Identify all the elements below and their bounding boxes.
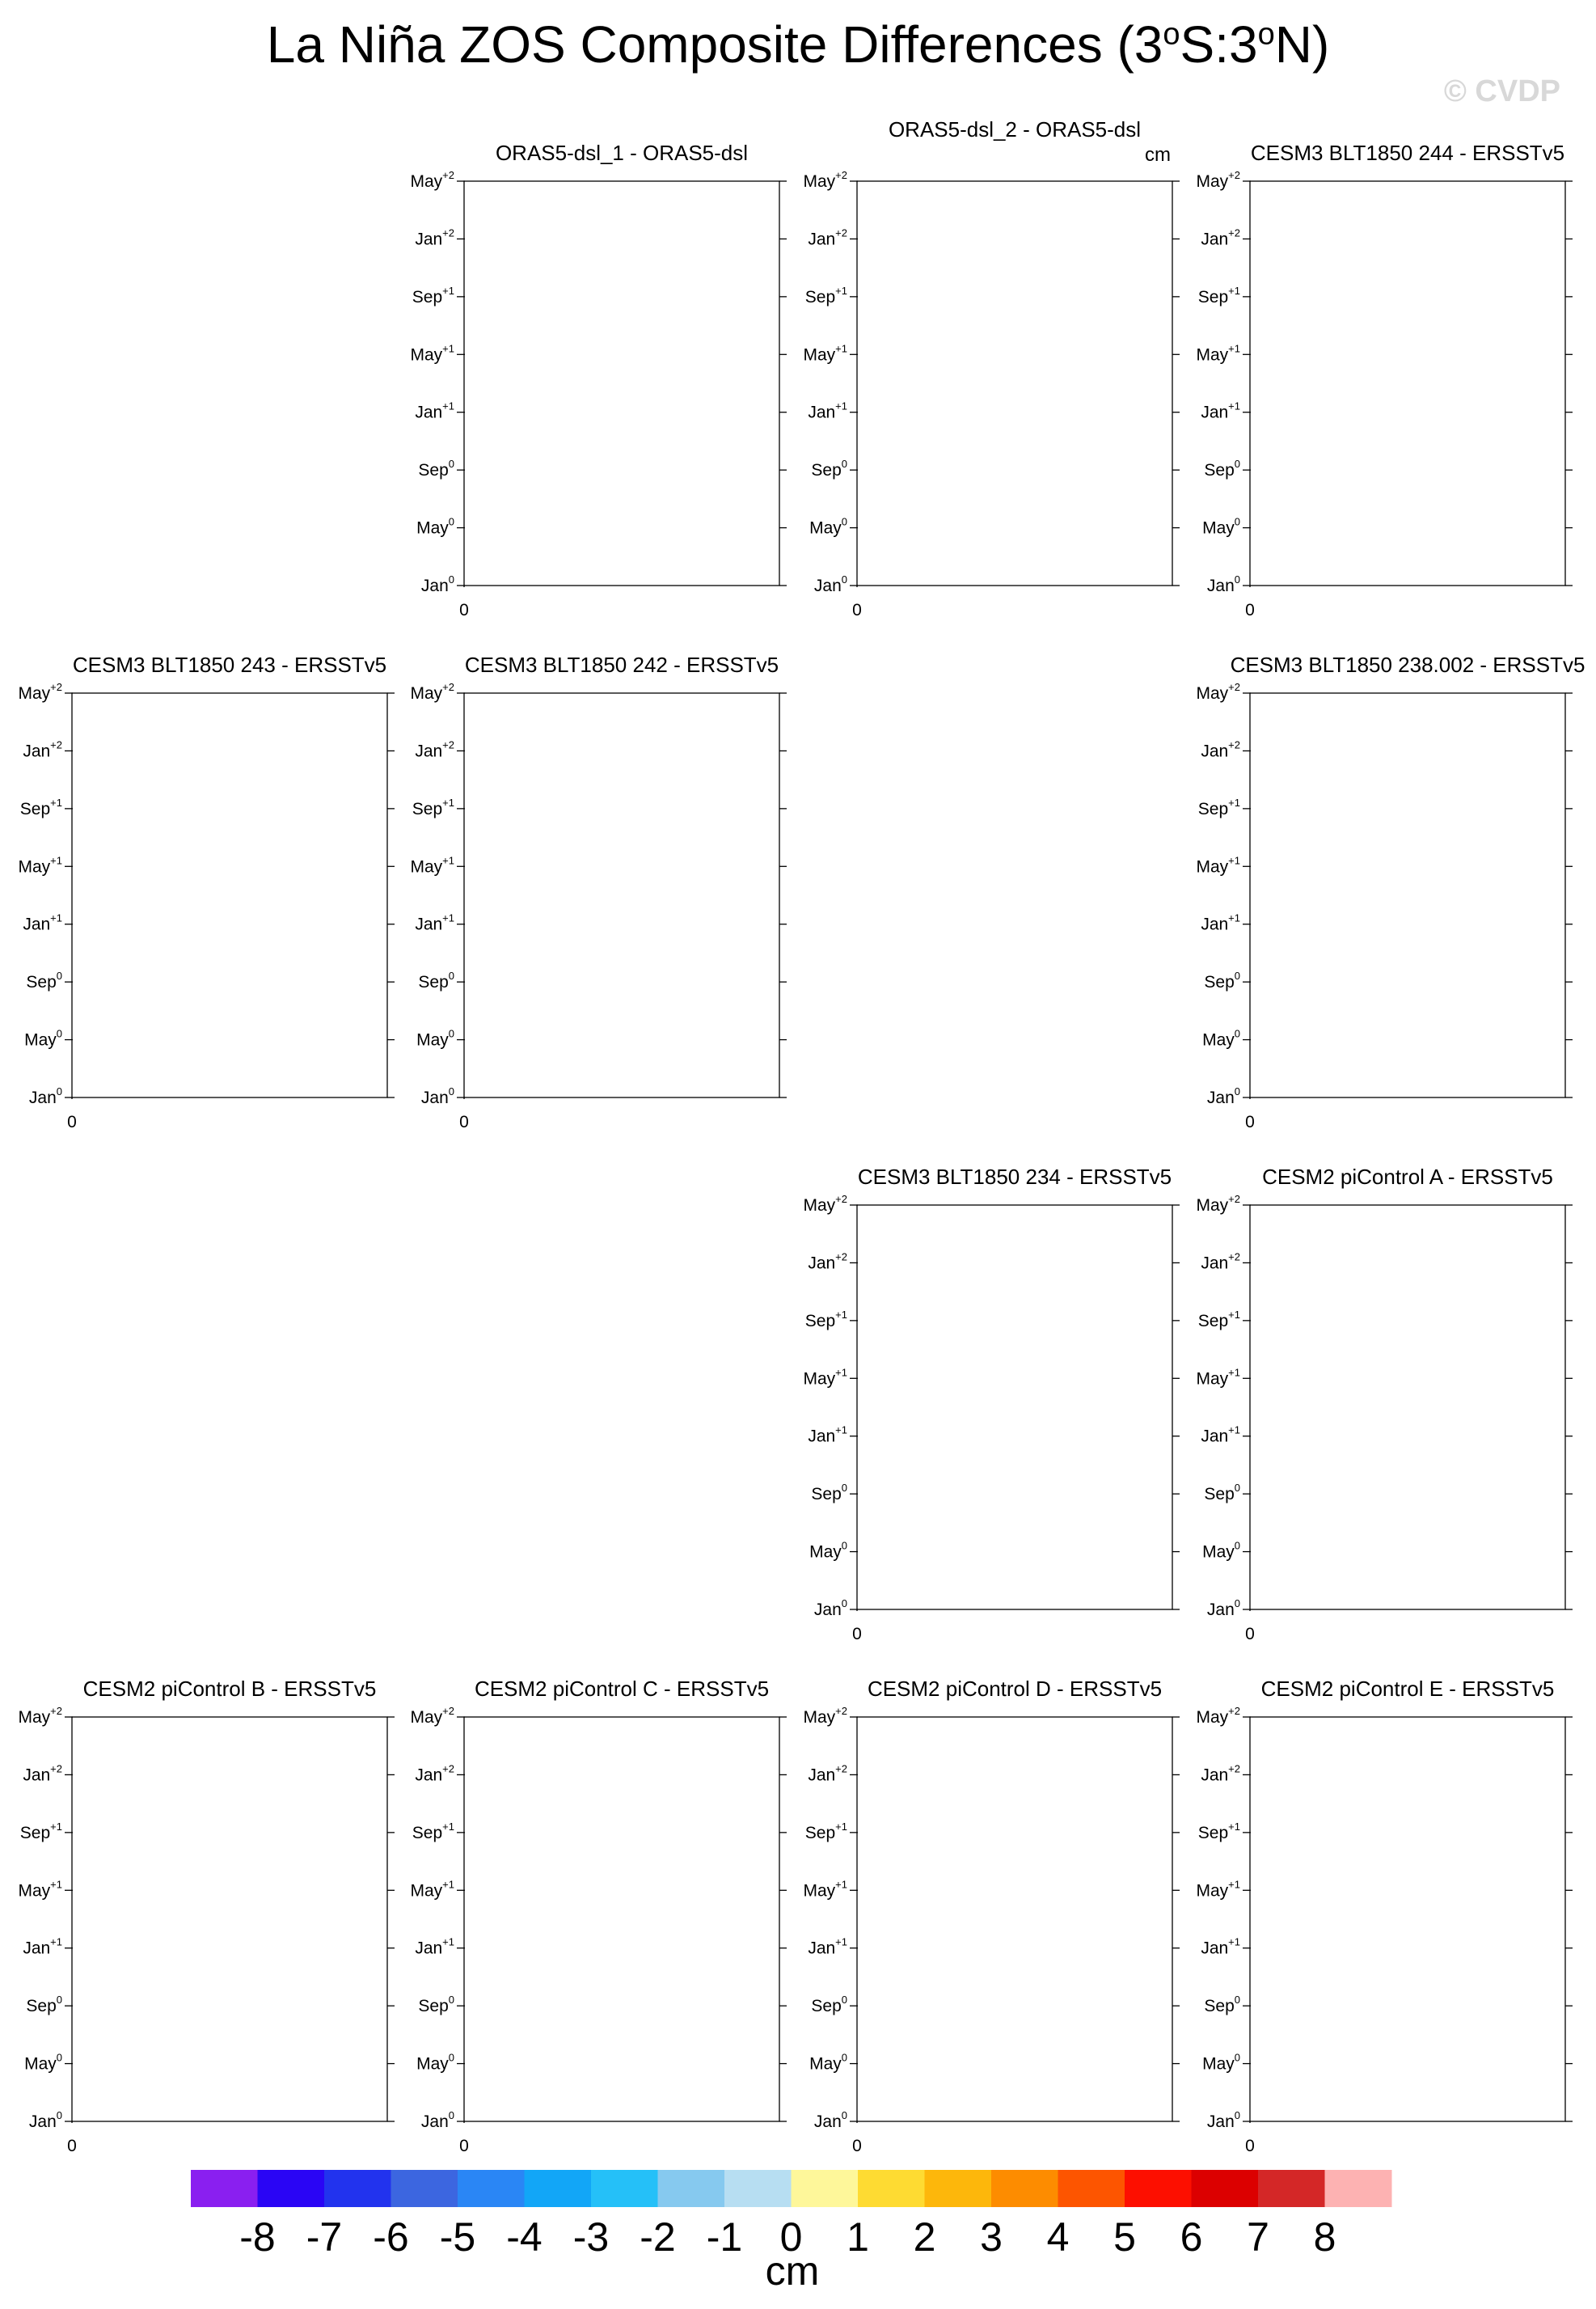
y-tick-label: May$^{+1}$ <box>410 1878 454 1901</box>
y-tick-label: Jan$^0$ <box>813 573 847 595</box>
x-tick-label: 0 <box>852 601 862 620</box>
y-tick-label: Jan$^{+2}$ <box>1201 1762 1240 1785</box>
colorbar-swatch <box>1125 2170 1192 2207</box>
x-tick-label: 0 <box>459 1113 469 1131</box>
cvdp-watermark: © CVDP <box>1443 74 1560 108</box>
y-tick-label: Sep$^{+1}$ <box>804 284 847 307</box>
y-tick-label: Jan$^0$ <box>28 1085 62 1107</box>
colorbar-swatch <box>591 2170 658 2207</box>
y-tick-label: Sep$^0$ <box>1204 458 1240 480</box>
y-tick-label: May$^{+1}$ <box>803 1878 847 1901</box>
colorbar-swatch <box>1325 2170 1392 2207</box>
panel-title: ORAS5-dsl_2 - ORAS5-dsl <box>888 117 1142 142</box>
y-tick-label: May$^{+2}$ <box>1196 169 1240 191</box>
colorbar-swatch <box>258 2170 325 2207</box>
y-tick-label: Jan$^{+1}$ <box>808 1423 847 1446</box>
colorbar-label: -1 <box>706 2214 743 2260</box>
colorbar-swatch <box>191 2170 258 2207</box>
y-tick-label: Jan$^0$ <box>28 2109 62 2131</box>
y-tick-label: May$^{+2}$ <box>803 169 847 191</box>
x-tick-label: 0 <box>852 1625 862 1643</box>
panel-unit-label: cm <box>1145 144 1171 166</box>
x-tick-label: 0 <box>459 2137 469 2155</box>
panel-title: CESM3 BLT1850 238.002 - ERSSTv5 <box>1230 653 1585 677</box>
colorbar-swatch <box>658 2170 725 2207</box>
y-tick-label: Sep$^{+1}$ <box>412 284 454 307</box>
y-tick-label: Jan$^0$ <box>1206 573 1240 595</box>
colorbar-swatch <box>1058 2170 1125 2207</box>
y-tick-label: May$^0$ <box>1202 1539 1240 1562</box>
y-tick-label: May$^{+2}$ <box>1196 681 1240 703</box>
y-tick-label: Jan$^{+1}$ <box>415 911 454 934</box>
y-tick-label: May$^{+2}$ <box>803 1705 847 1727</box>
y-tick-label: May$^{+1}$ <box>18 854 62 877</box>
y-tick-label: Sep$^{+1}$ <box>19 796 62 818</box>
colorbar-label: -6 <box>373 2214 409 2260</box>
colorbar-label: -8 <box>239 2214 276 2260</box>
y-tick-label: Sep$^0$ <box>418 458 454 480</box>
y-tick-label: Sep$^{+1}$ <box>1197 284 1240 307</box>
y-tick-label: Jan$^{+1}$ <box>1201 400 1240 422</box>
y-tick-label: May$^0$ <box>1202 1027 1240 1050</box>
y-tick-label: May$^{+2}$ <box>1196 1705 1240 1727</box>
y-tick-label: May$^{+2}$ <box>803 1193 847 1215</box>
colorbar-swatch <box>391 2170 458 2207</box>
colorbar-swatch <box>792 2170 859 2207</box>
y-tick-label: Jan$^{+2}$ <box>808 1762 847 1785</box>
y-tick-label: Sep$^{+1}$ <box>1197 1308 1240 1330</box>
colorbar-swatch <box>324 2170 391 2207</box>
colorbar-swatch <box>1258 2170 1325 2207</box>
y-tick-label: May$^0$ <box>416 515 454 538</box>
y-tick-label: Jan$^{+2}$ <box>415 1762 454 1785</box>
colorbar-swatch <box>724 2170 792 2207</box>
panel-title: CESM2 piControl C - ERSSTv5 <box>474 1677 770 1701</box>
y-tick-label: May$^{+2}$ <box>410 681 454 703</box>
y-tick-label: May$^{+1}$ <box>410 342 454 365</box>
y-tick-label: Sep$^{+1}$ <box>1197 796 1240 818</box>
colorbar-label: 3 <box>980 2214 1003 2260</box>
colorbar-swatch <box>525 2170 592 2207</box>
y-tick-label: May$^0$ <box>1202 2051 1240 2074</box>
y-tick-label: Sep$^{+1}$ <box>412 796 454 818</box>
colorbar-swatch <box>458 2170 525 2207</box>
x-tick-label: 0 <box>67 1113 77 1131</box>
y-tick-label: Sep$^0$ <box>1204 970 1240 992</box>
colorbar-label: 1 <box>847 2214 869 2260</box>
main-title: La Niña ZOS Composite Differences (3$^o$S:3$^o$N) <box>266 15 1330 74</box>
y-tick-label: May$^0$ <box>1202 515 1240 538</box>
panel-title: CESM2 piControl E - ERSSTv5 <box>1260 1677 1555 1701</box>
panel-title: CESM3 BLT1850 242 - ERSSTv5 <box>464 653 779 677</box>
y-tick-label: Jan$^{+2}$ <box>23 1762 62 1785</box>
y-tick-label: May$^{+1}$ <box>1196 1878 1240 1901</box>
panel-title: CESM2 piControl A - ERSSTv5 <box>1262 1165 1553 1189</box>
colorbar-label: 0 <box>779 2214 803 2260</box>
colorbar-label: -5 <box>439 2214 476 2260</box>
y-tick-label: Sep$^{+1}$ <box>1197 1820 1240 1842</box>
colorbar-label: -4 <box>506 2214 543 2260</box>
x-tick-label: 0 <box>1245 601 1255 620</box>
y-tick-label: Sep$^{+1}$ <box>804 1308 847 1330</box>
colorbar-label: 2 <box>913 2214 936 2260</box>
y-tick-label: May$^0$ <box>416 1027 454 1050</box>
y-tick-label: May$^0$ <box>416 2051 454 2074</box>
colorbar-swatch <box>858 2170 925 2207</box>
y-tick-label: May$^{+1}$ <box>803 342 847 365</box>
colorbar-label: 6 <box>1180 2214 1203 2260</box>
y-tick-label: Jan$^{+2}$ <box>415 226 454 249</box>
y-tick-label: Jan$^{+1}$ <box>1201 1935 1240 1958</box>
y-tick-label: Jan$^{+1}$ <box>415 400 454 422</box>
panel-title: CESM3 BLT1850 244 - ERSSTv5 <box>1250 141 1565 165</box>
panel-title: CESM3 BLT1850 243 - ERSSTv5 <box>72 653 387 677</box>
colorbar-label: -2 <box>640 2214 676 2260</box>
panel-title: ORAS5-dsl_1 - ORAS5-dsl <box>495 141 749 165</box>
colorbar-swatch <box>1192 2170 1259 2207</box>
y-tick-label: May$^{+2}$ <box>410 1705 454 1727</box>
y-tick-label: Jan$^{+2}$ <box>808 226 847 249</box>
y-tick-label: Sep$^0$ <box>1204 1482 1240 1504</box>
y-tick-label: Sep$^0$ <box>811 1482 847 1504</box>
x-tick-label: 0 <box>1245 1113 1255 1131</box>
panel-title: CESM3 BLT1850 234 - ERSSTv5 <box>857 1165 1172 1189</box>
y-tick-label: Jan$^0$ <box>420 2109 454 2131</box>
colorbar-label: 7 <box>1247 2214 1269 2260</box>
y-tick-label: Jan$^0$ <box>420 1085 454 1107</box>
y-tick-label: Jan$^{+2}$ <box>1201 1250 1240 1273</box>
y-tick-label: Jan$^{+2}$ <box>1201 738 1240 761</box>
x-tick-label: 0 <box>852 2137 862 2155</box>
colorbar-label: 8 <box>1313 2214 1336 2260</box>
y-tick-label: May$^{+2}$ <box>410 169 454 191</box>
y-tick-label: Jan$^{+1}$ <box>808 400 847 422</box>
y-tick-label: Sep$^0$ <box>26 970 62 992</box>
y-tick-label: Sep$^0$ <box>811 458 847 480</box>
colorbar-label: 4 <box>1046 2214 1070 2260</box>
y-tick-label: Jan$^{+1}$ <box>23 911 62 934</box>
y-tick-label: May$^0$ <box>24 2051 62 2074</box>
y-tick-label: Jan$^{+1}$ <box>415 1935 454 1958</box>
y-tick-label: Jan$^0$ <box>1206 1597 1240 1619</box>
y-tick-label: Jan$^0$ <box>1206 2109 1240 2131</box>
x-tick-label: 0 <box>1245 2137 1255 2155</box>
colorbar-label: -7 <box>306 2214 343 2260</box>
y-tick-label: Sep$^0$ <box>811 1994 847 2016</box>
y-tick-label: Sep$^0$ <box>418 1994 454 2016</box>
y-tick-label: Jan$^{+2}$ <box>1201 226 1240 249</box>
x-tick-label: 0 <box>1245 1625 1255 1643</box>
y-tick-label: May$^{+2}$ <box>1196 1193 1240 1215</box>
panel-title: CESM2 piControl B - ERSSTv5 <box>82 1677 377 1701</box>
y-tick-label: May$^{+1}$ <box>18 1878 62 1901</box>
y-tick-label: Sep$^{+1}$ <box>19 1820 62 1842</box>
colorbar-label: 5 <box>1113 2214 1136 2260</box>
y-tick-label: May$^0$ <box>24 1027 62 1050</box>
y-tick-label: Sep$^0$ <box>418 970 454 992</box>
y-tick-label: Sep$^{+1}$ <box>804 1820 847 1842</box>
y-tick-label: Jan$^0$ <box>1206 1085 1240 1107</box>
y-tick-label: Jan$^{+2}$ <box>808 1250 847 1273</box>
colorbar-swatch <box>925 2170 992 2207</box>
y-tick-label: Jan$^{+1}$ <box>1201 911 1240 934</box>
colorbar-unit: cm <box>765 2248 820 2294</box>
y-tick-label: Jan$^{+2}$ <box>23 738 62 761</box>
y-tick-label: Jan$^{+1}$ <box>808 1935 847 1958</box>
y-tick-label: Jan$^{+1}$ <box>23 1935 62 1958</box>
y-tick-label: May$^{+2}$ <box>18 681 62 703</box>
x-tick-label: 0 <box>67 2137 77 2155</box>
colorbar-label: -3 <box>572 2214 610 2260</box>
y-tick-label: May$^{+1}$ <box>1196 342 1240 365</box>
x-tick-label: 0 <box>459 601 469 620</box>
y-tick-label: Jan$^0$ <box>813 2109 847 2131</box>
colorbar-swatch <box>991 2170 1058 2207</box>
panel-title: CESM2 piControl D - ERSSTv5 <box>867 1677 1163 1701</box>
y-tick-label: May$^{+2}$ <box>18 1705 62 1727</box>
y-tick-label: Sep$^{+1}$ <box>412 1820 454 1842</box>
y-tick-label: May$^0$ <box>809 2051 847 2074</box>
y-tick-label: May$^{+1}$ <box>410 854 454 877</box>
y-tick-label: May$^{+1}$ <box>1196 854 1240 877</box>
y-tick-label: May$^{+1}$ <box>803 1366 847 1389</box>
y-tick-label: Jan$^{+1}$ <box>1201 1423 1240 1446</box>
y-tick-label: Sep$^0$ <box>1204 1994 1240 2016</box>
y-tick-label: May$^{+1}$ <box>1196 1366 1240 1389</box>
y-tick-label: Sep$^0$ <box>26 1994 62 2016</box>
y-tick-label: Jan$^0$ <box>420 573 454 595</box>
y-tick-label: May$^0$ <box>809 1539 847 1562</box>
y-tick-label: Jan$^0$ <box>813 1597 847 1619</box>
y-tick-label: May$^0$ <box>809 515 847 538</box>
y-tick-label: Jan$^{+2}$ <box>415 738 454 761</box>
